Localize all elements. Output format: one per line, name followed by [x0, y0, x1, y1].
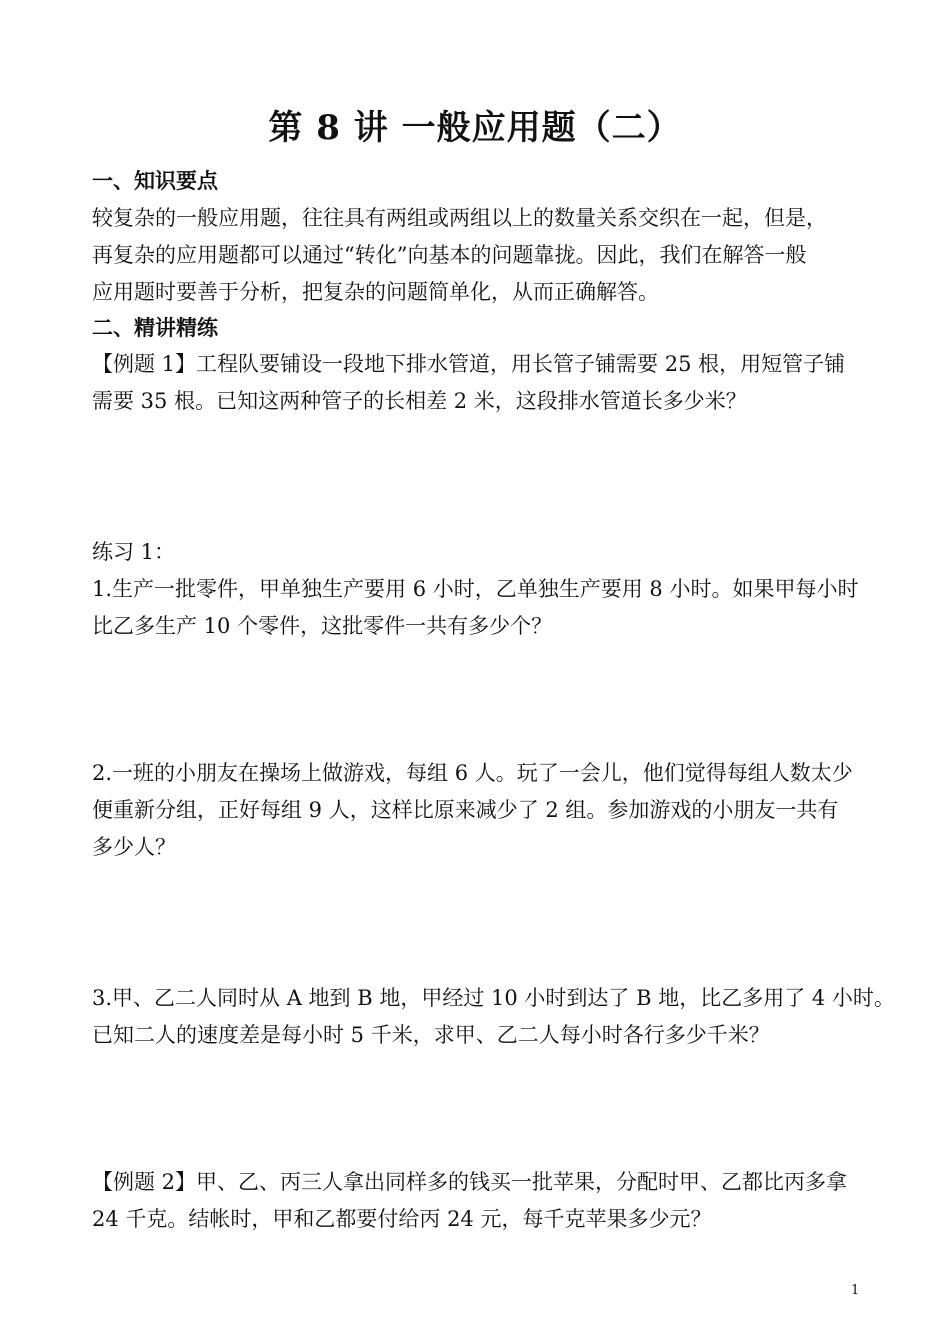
exercise-1-line: 比乙多生产 10 个零件，这批零件一共有多少个？ — [92, 614, 553, 638]
section-heading-practice: 二、精讲精练 — [92, 315, 218, 340]
paragraph-line: 再复杂的应用题都可以通过“转化”向基本的问题靠拢。因此，我们在解答一般 — [92, 243, 807, 267]
page-title: 第 8 讲 一般应用题（二） — [268, 108, 682, 148]
example-2-line: 24 千克。结帐时，甲和乙都要付给丙 24 元，每千克苹果多少元？ — [92, 1207, 712, 1231]
exercise-3-line: 已知二人的速度差是每小时 5 千米，求甲、乙二人每小时各行多少千米？ — [92, 1023, 770, 1047]
section-heading-knowledge: 一、知识要点 — [92, 168, 218, 193]
exercise-2-line: 多少人？ — [92, 835, 176, 859]
paragraph-line: 应用题时要善于分析，把复杂的问题简单化，从而正确解答。 — [92, 280, 659, 304]
example-1-line: 需要 35 根。已知这两种管子的长相差 2 米，这段排水管道长多少米？ — [92, 389, 747, 413]
exercise-1-line: 1.生产一批零件，甲单独生产要用 6 小时，乙单独生产要用 8 小时。如果甲每小时 — [92, 577, 859, 601]
paragraph-line: 较复杂的一般应用题，往往具有两组或两组以上的数量关系交织在一起，但是， — [92, 206, 827, 230]
exercise-3-line: 3.甲、乙二人同时从 A 地到 B 地，甲经过 10 小时到达了 B 地，比乙多用了 4 小时。 — [92, 986, 895, 1010]
exercise-2-line: 2.一班的小朋友在操场上做游戏，每组 6 人。玩了一会儿，他们觉得每组人数太少 — [92, 761, 853, 785]
page-number: 1 — [851, 1283, 860, 1298]
exercise-2-line: 便重新分组，正好每组 9 人，这样比原来减少了 2 组。参加游戏的小朋友一共有 — [92, 798, 839, 822]
exercise-label: 练习 1： — [92, 540, 176, 564]
example-2-line: 【例题 2】甲、乙、丙三人拿出同样多的钱买一批苹果，分配时甲、乙都比丙多拿 — [92, 1170, 848, 1194]
example-1-line: 【例题 1】工程队要铺设一段地下排水管道，用长管子铺需要 25 根，用短管子铺 — [92, 352, 846, 376]
